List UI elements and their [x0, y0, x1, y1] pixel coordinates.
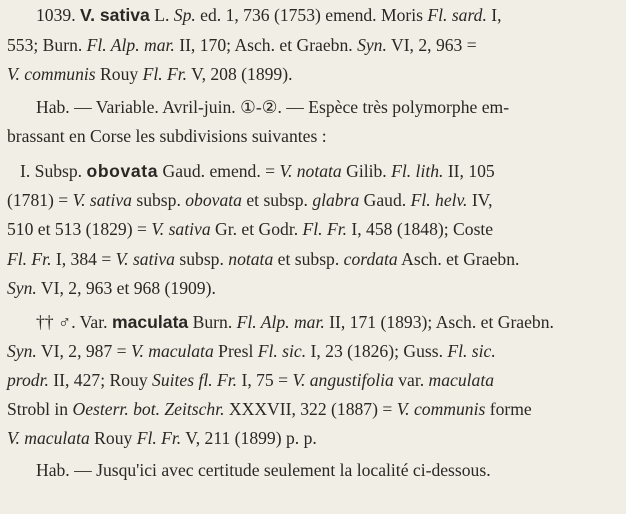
citation-text: I,	[491, 5, 502, 25]
subsp-line-3	[0, 218, 626, 240]
citation-work: Fl. Fr.	[142, 64, 188, 84]
habitat-line-2: brassant en Corse les subdivisions suivantes :	[7, 126, 327, 146]
subsp-line-5	[0, 277, 626, 299]
citation-work: Fl. Fr.	[7, 249, 52, 269]
citation-text: Gaud. emend. =	[162, 161, 276, 181]
synonym-name: V. sativa	[151, 219, 211, 239]
entry-number: 1039.	[36, 5, 76, 25]
author: Rouy	[100, 64, 139, 84]
var-line-1	[0, 311, 626, 333]
citation-work: Fl. Fr.	[302, 219, 347, 239]
synonym-name: V. maculata	[7, 428, 90, 448]
habitat-line-1: Hab. — Variable. Avril-juin. ①-②. — Espèce très polymorphe em-	[36, 97, 510, 117]
citation-text: I, 384 =	[55, 249, 112, 269]
synonym-name: V. communis	[396, 399, 486, 419]
citation-text: IV,	[471, 190, 493, 210]
entry-line-1	[0, 4, 626, 26]
citation-work: Suites fl. Fr.	[152, 370, 238, 390]
citation-text: II, 171 (1893); Asch. et Graebn.	[329, 312, 554, 332]
citation-work: Fl. Fr.	[136, 428, 182, 448]
citation-text: subsp.	[179, 249, 224, 269]
citation-work: Fl. sic.	[447, 341, 496, 361]
author: L.	[154, 5, 170, 25]
var-line-5	[0, 427, 626, 449]
citation-text: VI, 2, 963 et 968 (1909).	[40, 278, 216, 298]
synonym-name: obovata	[185, 190, 242, 210]
entry-line-3	[0, 63, 626, 85]
citation-text: II, 170; Asch. et Graebn.	[179, 35, 353, 55]
citation-work: Fl. helv.	[410, 190, 468, 210]
citation-text: subsp.	[136, 190, 181, 210]
synonym-name: V. maculata	[130, 341, 214, 361]
synonym-name: glabra	[312, 190, 360, 210]
author: Gr. et Godr.	[215, 219, 299, 239]
citation-text: I, 75 =	[241, 370, 289, 390]
citation-text: ed. 1, 736 (1753) emend. Moris	[200, 5, 423, 25]
author: Asch. et Graebn.	[401, 249, 520, 269]
entry-line-2	[0, 34, 626, 56]
citation-text: V, 211 (1899) p. p.	[185, 428, 317, 448]
subsp-line-4	[0, 248, 626, 270]
var-label: †† ♂. Var.	[36, 312, 108, 332]
citation-work: Fl. sard.	[427, 5, 487, 25]
citation-text: I, 23 (1826); Guss.	[310, 341, 443, 361]
citation-text: VI, 2, 963 =	[390, 35, 477, 55]
synonym-name: notata	[228, 249, 274, 269]
author: Gilib.	[346, 161, 387, 181]
author: Rouy	[94, 428, 133, 448]
citation-text: V, 208 (1899).	[191, 64, 293, 84]
synonym-name: V. angustifolia	[292, 370, 394, 390]
citation-text: forme	[489, 399, 532, 419]
subsp-line-2	[0, 189, 626, 211]
citation-text: I, 458 (1848); Coste	[351, 219, 494, 239]
citation-work: prodr.	[7, 370, 49, 390]
citation-work: Syn.	[7, 278, 37, 298]
synonym-name: V. communis	[7, 64, 96, 84]
citation-text: VI, 2, 987 =	[40, 341, 127, 361]
citation-work: Fl. Alp. mar.	[86, 35, 175, 55]
citation-text: 553; Burn.	[7, 35, 83, 55]
citation-text: et subsp.	[277, 249, 340, 269]
synonym-name: V. sativa	[72, 190, 132, 210]
synonym-name: cordata	[343, 249, 398, 269]
citation-text: et subsp.	[246, 190, 308, 210]
author: Gaud.	[363, 190, 407, 210]
citation-text: (1781) =	[7, 190, 69, 210]
var-name: maculata	[111, 312, 189, 332]
citation-text: var.	[398, 370, 425, 390]
citation-work: Sp.	[173, 5, 196, 25]
author: Strobl in	[7, 399, 69, 419]
citation-text: II, 427; Rouy	[53, 370, 148, 390]
synonym-name: V. sativa	[115, 249, 175, 269]
subsp-label: I. Subsp.	[20, 161, 83, 181]
citation-work: Syn.	[7, 341, 37, 361]
citation-text: XXXVII, 322 (1887) =	[228, 399, 393, 419]
species-name: V. sativa	[80, 5, 150, 25]
var-line-3	[0, 369, 626, 391]
citation-work: Fl. Alp. mar.	[236, 312, 325, 332]
synonym-name: maculata	[428, 370, 495, 390]
citation-work: Fl. sic.	[257, 341, 307, 361]
author: Burn.	[192, 312, 233, 332]
habitat2-line-1: Hab. — Jusqu'ici avec certitude seulement la localité ci-dessous.	[36, 460, 491, 480]
subsp-name: obovata	[86, 161, 159, 181]
citation-work: Fl. lith.	[391, 161, 444, 181]
citation-work: Oesterr. bot. Zeitschr.	[72, 399, 225, 419]
var-line-4	[0, 398, 626, 420]
var-line-2	[0, 340, 626, 362]
citation-text: II, 105	[447, 161, 495, 181]
author: Presl	[218, 341, 254, 361]
citation-work: Syn.	[357, 35, 387, 55]
citation-text: 510 et 513 (1829) =	[7, 219, 147, 239]
synonym-name: V. notata	[279, 161, 342, 181]
subsp-line-1	[0, 160, 626, 182]
